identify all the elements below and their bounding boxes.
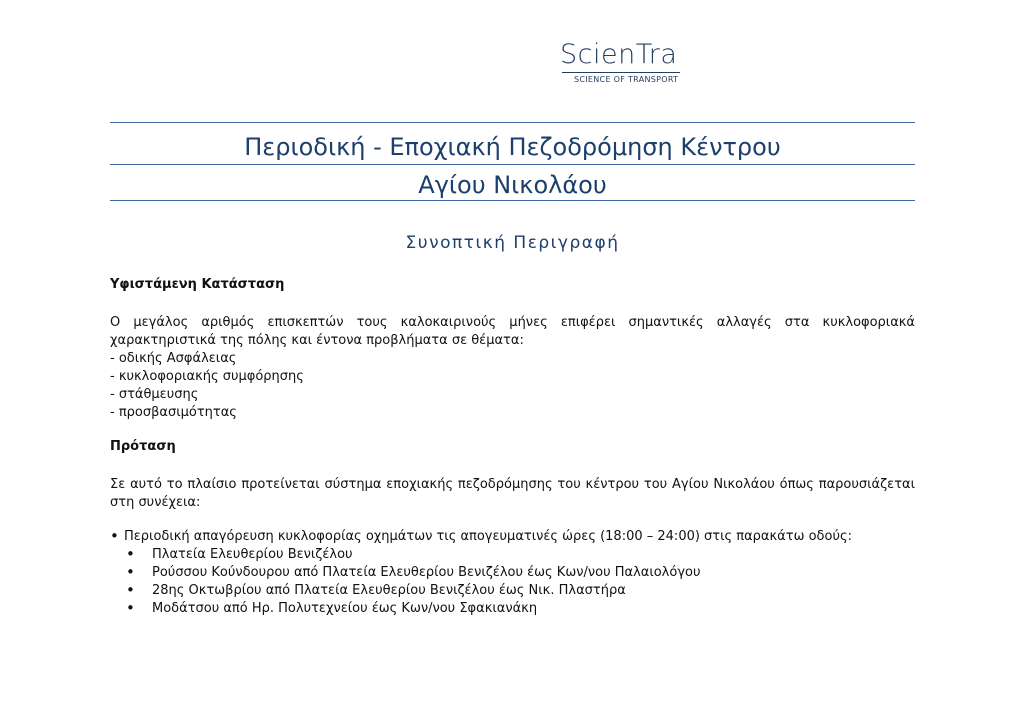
logo-divider — [562, 72, 680, 73]
bullet-icon: • — [126, 581, 135, 599]
street-item — [126, 600, 915, 618]
street-item — [126, 546, 915, 564]
section-heading-proposal: Πρόταση — [110, 439, 176, 454]
document-title-line1: Περιοδική - Εποχιακή Πεζοδρόμηση Κέντρου — [244, 133, 781, 161]
problem-item: - κυκλοφοριακής συμφόρησης — [110, 369, 304, 384]
title-rule-top — [110, 122, 915, 123]
bullet-icon: • — [126, 563, 135, 581]
proposal-bullet-text: Περιοδική απαγόρευση κυκλοφορίας οχημάτων τις απογευματινές ώρες (18:00 – 24:00) στις παρακάτω οδούς: — [124, 529, 852, 544]
problem-item: - οδικής Ασφάλειας — [110, 351, 237, 366]
section-heading-current-state: Υφιστάμενη Κατάσταση — [110, 277, 285, 292]
document-subtitle: Συνοπτική Περιγραφή — [405, 233, 620, 253]
title-rule-bottom — [110, 200, 915, 201]
street-item-text: Πλατεία Ελευθερίου Βενιζέλου — [152, 547, 353, 562]
scientra-logo — [560, 40, 700, 84]
document-body — [110, 276, 915, 618]
document-title-line2: Αγίου Νικολάου — [418, 171, 607, 199]
bullet-icon: • — [110, 527, 119, 545]
title-rule-middle — [110, 164, 915, 165]
street-list — [110, 546, 915, 618]
problem-list — [110, 350, 915, 422]
logo-tagline: SCIENCE OF TRANSPORT — [574, 75, 679, 84]
proposal-bullet — [110, 528, 915, 546]
current-state-paragraph: Ο μεγάλος αριθμός επισκεπτών τους καλοκαιρινούς μήνες επιφέρει σημαντικές αλλαγές στα κυκλοφοριακά χαρακτηριστικά της πόλης και έντονα προβλήματα σε θέματα: — [110, 315, 915, 348]
bullet-icon: • — [126, 599, 135, 617]
proposal-paragraph: Σε αυτό το πλαίσιο προτείνεται σύστημα εποχιακής πεζοδρόμησης του κέντρου του Αγίου Νικολάου όπως παρουσιάζεται στη συνέχεια: — [110, 477, 915, 510]
problem-item: - προσβασιμότητας — [110, 405, 237, 420]
street-item-text: Μοδάτσου από Ηρ. Πολυτεχνείου έως Κων/νου Σφακιανάκη — [152, 601, 538, 616]
bullet-icon: • — [126, 545, 135, 563]
street-item — [126, 564, 915, 582]
street-item-text: 28ης Οκτωβρίου από Πλατεία Ελευθερίου Βενιζέλου έως Νικ. Πλαστήρα — [152, 583, 626, 598]
street-item — [126, 582, 915, 600]
problem-item: - στάθμευσης — [110, 387, 199, 402]
street-item-text: Ρούσσου Κούνδουρου από Πλατεία Ελευθερίου Βενιζέλου έως Κων/νου Παλαιολόγου — [152, 565, 701, 580]
logo-name: ScienTra — [560, 39, 678, 70]
